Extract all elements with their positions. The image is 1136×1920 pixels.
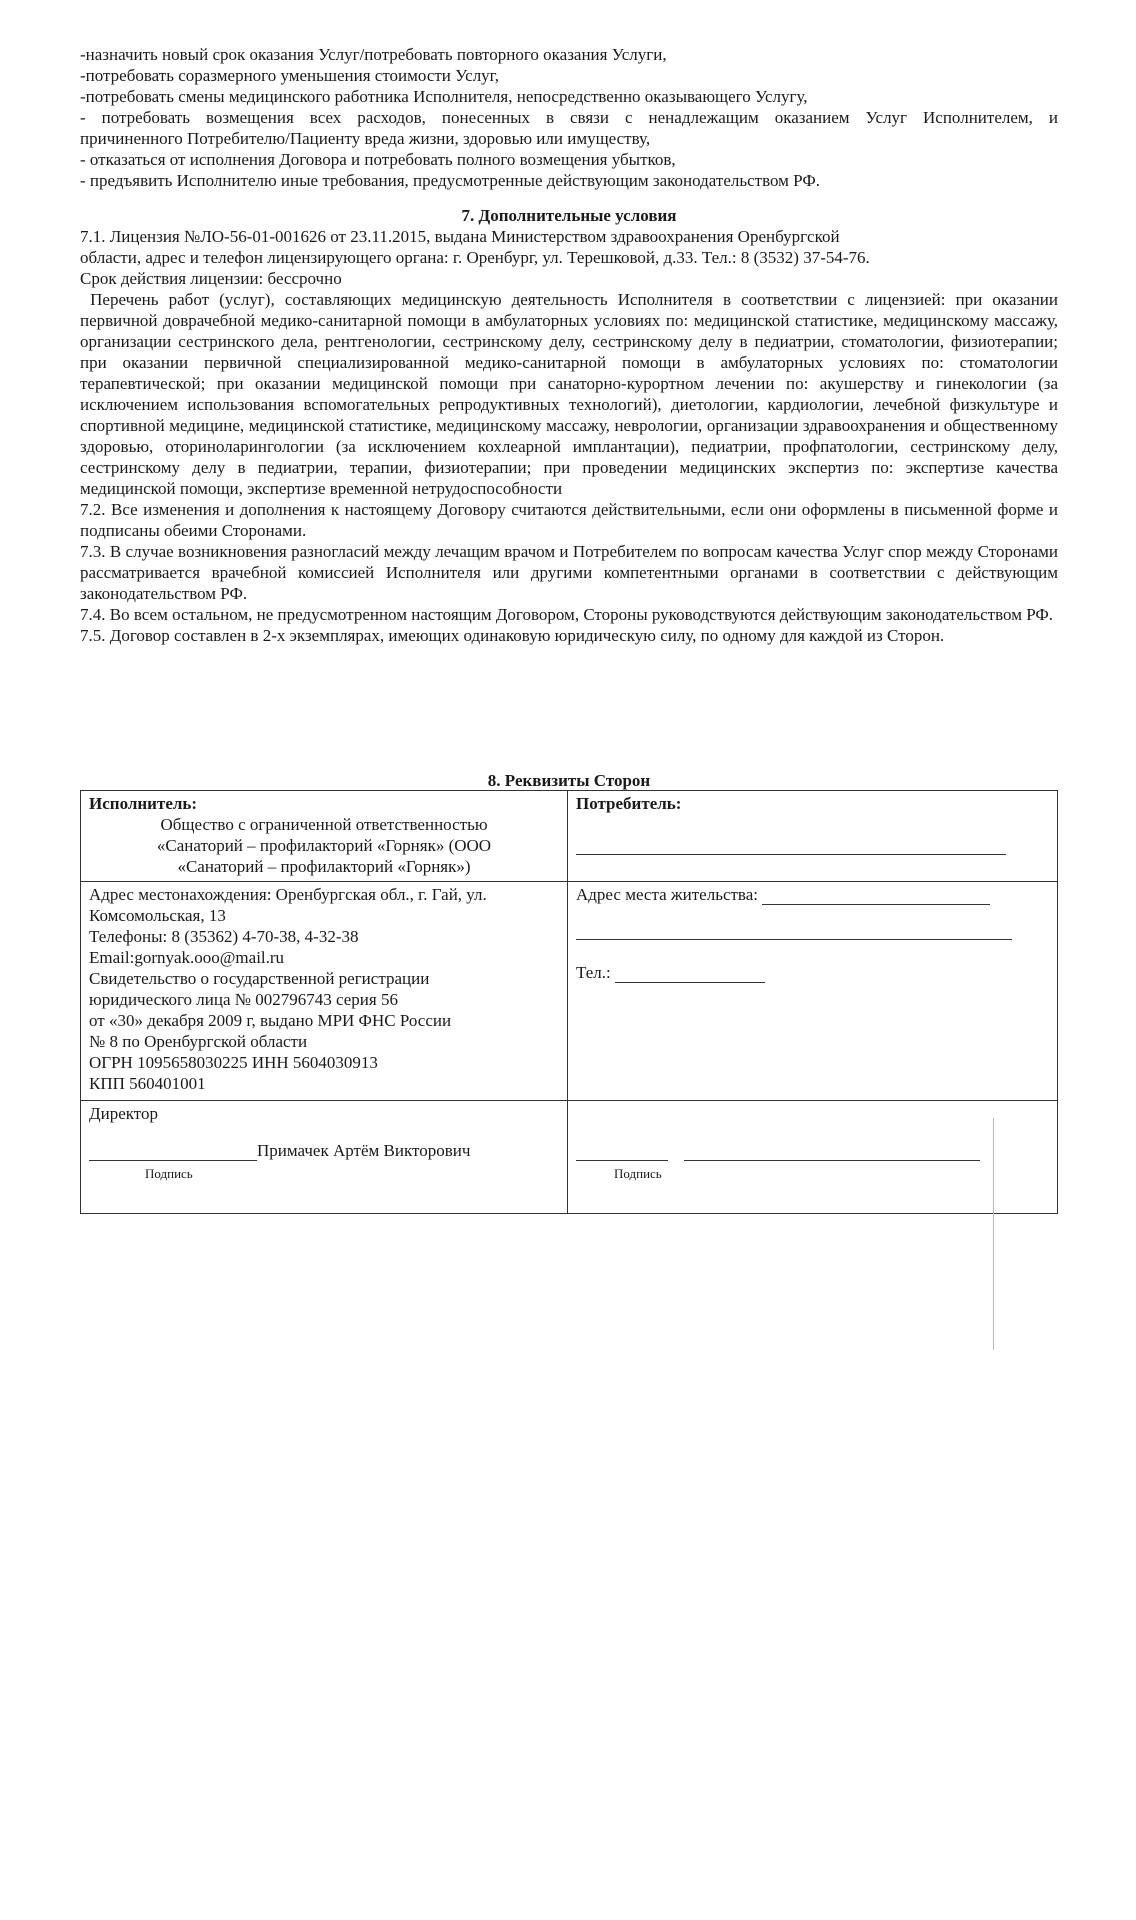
executor-detail-line: Свидетельство о государственной регистрации [89, 969, 430, 988]
license-term: Срок действия лицензии: бессрочно [80, 269, 342, 288]
consumer-phone-label: Тел.: [576, 963, 611, 982]
rights-item: -назначить новый срок оказания Услуг/потребовать повторного оказания Услуги, [80, 45, 667, 64]
executor-details-cell [81, 882, 568, 1101]
consumer-details-cell [568, 882, 1058, 1101]
clause-7-5: 7.5. Договор составлен в 2-х экземплярах, имеющих одинаковую юридическую силу, по одному для каждой из Сторон. [80, 626, 945, 645]
executor-detail-line: Комсомольская, 13 [89, 906, 226, 925]
consumer-phone-field[interactable] [615, 966, 765, 983]
rights-list [80, 44, 1058, 191]
consumer-address-field[interactable] [762, 888, 990, 905]
executor-detail-line: ОГРН 1095658030225 ИНН 5604030913 [89, 1053, 378, 1072]
document-page [80, 44, 1063, 646]
executor-name-line: Общество с ограниченной ответственностью [160, 815, 488, 834]
requisites-row-names [81, 791, 1058, 882]
signature-caption: Подпись [145, 1166, 193, 1181]
consumer-address-field-2[interactable] [576, 923, 1012, 940]
director-name: Примачек Артём Викторович [257, 1141, 471, 1160]
rights-item: - предъявить Исполнителю иные требования, предусмотренные действующим законодательством РФ. [80, 171, 821, 190]
license-line: области, адрес и телефон лицензирующего органа: г. Оренбург, ул. Терешковой, д.33. Тел.: 8 (3532) 37-54-76. [80, 248, 870, 267]
clause-7-2: 7.2. Все изменения и дополнения к настоящему Договору считаются действительными, если они оформлены в письменной форме и подписаны обеими Сторонами. [80, 500, 1058, 540]
executor-detail-line: юридического лица № 002796743 серия 56 [89, 990, 398, 1009]
executor-label: Исполнитель: [89, 794, 198, 813]
clause-7-3: 7.3. В случае возникновения разногласий между лечащим врачом и Потребителем по вопросам качества Услуг спор между Сторонами рассматривается врачебной комиссией Исполнителя или другими компетентными органами в соответствии с действующим законодательством РФ. [80, 542, 1058, 603]
executor-signature-cell [81, 1101, 568, 1214]
section-8-title: 8. Реквизиты Сторон [487, 771, 651, 790]
executor-detail-line: Адрес местонахождения: Оренбургская обл., г. Гай, ул. [89, 885, 487, 904]
rights-item: -потребовать смены медицинского работника Исполнителя, непосредственно оказывающего Услугу, [80, 87, 808, 106]
consumer-signature-field[interactable] [576, 1144, 668, 1161]
clause-7-4: 7.4. Во всем остальном, не предусмотренном настоящим Договором, Стороны руководствуются действующим законодательством РФ. [80, 605, 1054, 624]
requisites-row-details [81, 882, 1058, 1101]
executor-name-line: «Санаторий – профилакторий «Горняк») [177, 857, 471, 876]
consumer-signature-cell [568, 1101, 1058, 1214]
consumer-name-field[interactable] [576, 838, 1006, 855]
requisites-table [80, 790, 1058, 1214]
executor-detail-line: от «30» декабря 2009 г, выдано МРИ ФНС России [89, 1011, 452, 1030]
director-label: Директор [89, 1104, 158, 1123]
consumer-address-label: Адрес места жительства: [576, 885, 758, 904]
rights-item: - отказаться от исполнения Договора и потребовать полного возмещения убытков, [80, 150, 676, 169]
executor-detail-line: № 8 по Оренбургской области [89, 1032, 308, 1051]
rights-item: -потребовать соразмерного уменьшения стоимости Услуг, [80, 66, 499, 85]
rights-item-continuation: причиненного Потребителю/Пациенту вреда жизни, здоровью или имуществу, [80, 129, 651, 148]
license-line: 7.1. Лицензия №ЛО-56-01-001626 от 23.11.2015, выдана Министерством здравоохранения Оренбургской [80, 227, 840, 246]
requisites-row-signatures [81, 1101, 1058, 1214]
consumer-label: Потребитель: [576, 794, 682, 813]
license-works-paragraph: Перечень работ (услуг), составляющих медицинскую деятельность Исполнителя в соответствии с лицензией: при оказании первичной доврачебной медико-санитарной помощи в амбулаторных условиях по: медицинской статистике, медицинскому массажу, организации сестринского дела, рентгенологии, сестринскому делу, сестринскому делу в педиатрии, стоматологии, физиотерапии; при оказании первичной специализированной медико-санитарной помощи в амбулаторных условиях по: стоматологии терапевтической; при оказании медицинской помощи при санаторно-курортном лечении по: акушерству и гинекологии (за исключением использования вспомогательных репродуктивных технологий), диетологии, кардиологии, лечебной физкультуре и спортивной медицине, медицинской статистике, медицинскому массажу, неврологии, организации здравоохранения и общественному здоровью, оториноларингологии (за исключением кохлеарной имплантации), педиатрии, профпатологии, сестринскому делу, сестринскому делу в педиатрии, терапии, физиотерапии; при проведении медицинских экспертиз по: экспертизе качества медицинской помощи, экспертизе временной нетрудоспособности [80, 290, 1063, 498]
rights-item: - потребовать возмещения всех расходов, понесенных в связи с ненадлежащим оказанием Услуг Исполнителем, и [80, 108, 1058, 127]
consumer-signature-name-field[interactable] [684, 1144, 980, 1161]
executor-name-cell [81, 791, 568, 882]
scan-margin-line [993, 1118, 994, 1350]
signature-caption: Подпись [614, 1166, 662, 1181]
consumer-name-cell [568, 791, 1058, 882]
executor-detail-line: Email:gornyak.ooo@mail.ru [89, 948, 285, 967]
director-signature-field[interactable] [89, 1144, 257, 1161]
executor-name-line: «Санаторий – профилакторий «Горняк» (ООО [156, 836, 492, 855]
executor-detail-line: Телефоны: 8 (35362) 4-70-38, 4-32-38 [89, 927, 359, 946]
executor-detail-line: КПП 560401001 [89, 1074, 206, 1093]
section-7-title: 7. Дополнительные условия [461, 206, 677, 225]
